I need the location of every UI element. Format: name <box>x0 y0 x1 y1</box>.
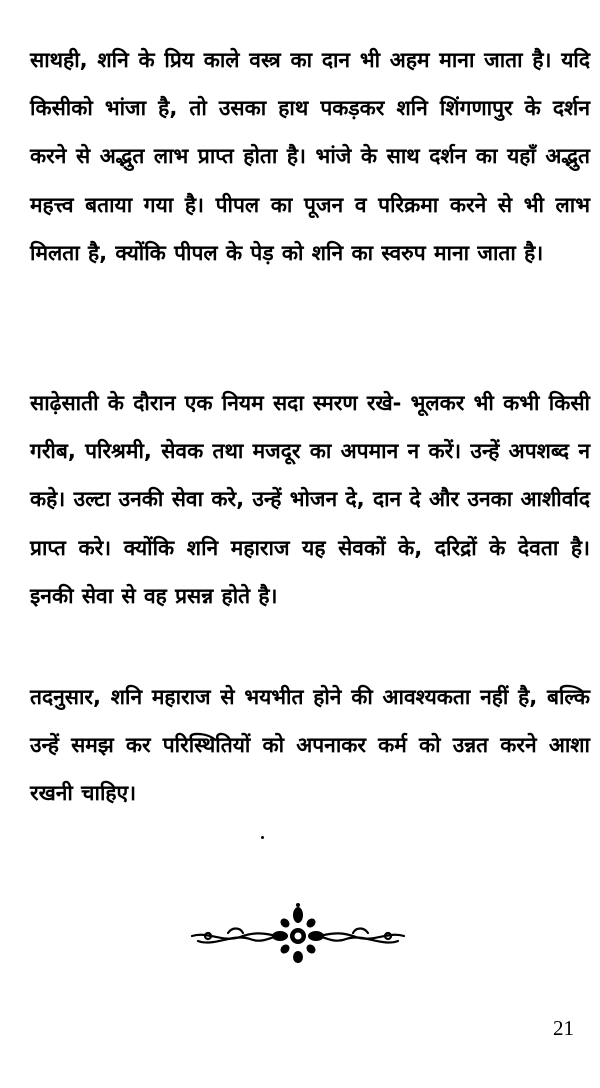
paragraph-1: साथही, शनि के प्रिय काले वस्त्र का दान भी अहम माना जाता है। यदि किसीको भांजा है, तो उसका हाथ पकड़कर शनि शिंगणापुर के दर्शन करने से अद्भुत लाभ प्राप्त होता है। भांजे के साथ दर्शन का यहाँ अद्भुत महत्त्व बताया गया है। पीपल का पूजन व परिक्रमा करने से भी लाभ मिलता है, क्योंकि पीपल के पेड़ को शनि का स्वरुप माना जाता है। <box>30 48 590 265</box>
page-number: 21 <box>553 1016 574 1040</box>
paragraph-3: तदनुसार, शनि महाराज से भयभीत होने की आवश्यकता नहीं है, बल्कि उन्हें समझ कर परिस्थितियों को अपनाकर कर्म को उन्नत करने आशा रखनी चाहिए। <box>30 685 590 806</box>
floral-divider-icon <box>188 903 408 963</box>
ink-speck <box>261 836 264 839</box>
paragraph-2: साढ़ेसाती के दौरान एक नियम सदा स्मरण रखे- भूलकर भी कभी किसी गरीब, परिश्रमी, सेवक तथा मजदूर का अपमान न करें। उन्हें अपशब्द न कहे। उल्टा उनकी सेवा करे, उन्हें भोजन दे, दान दे और उनका आशीर्वाद प्राप्त करे। क्योंकि शनि महाराज यह सेवकों के, दरिद्रों के देवता है। इनकी सेवा से वह प्रसन्न होते है। <box>30 391 590 608</box>
